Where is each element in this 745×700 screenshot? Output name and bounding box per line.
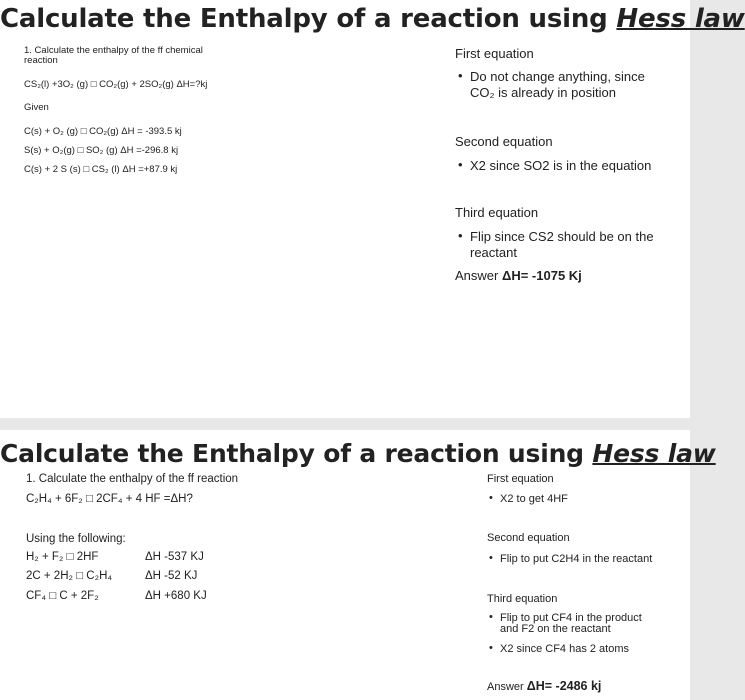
first-equation-heading: First equation (455, 46, 534, 61)
bullet-icon: • (489, 611, 493, 623)
title-text: Calculate the Enthalpy of a reaction using (0, 439, 584, 468)
reaction-2-equation: 2C + 2H₂ □ C₂H₄ (26, 570, 113, 582)
bullet-icon: • (489, 492, 493, 504)
third-equation-heading: Third equation (487, 593, 558, 605)
second-equation-heading: Second equation (455, 134, 553, 149)
third-equation-note-2: and F2 on the reactant (500, 623, 611, 635)
given-reaction-2: S(s) + O₂(g) □ SO₂ (g) ΔH =-296.8 kj (24, 145, 179, 156)
third-equation-heading: Third equation (455, 205, 539, 220)
slide-2-title (0, 439, 716, 468)
answer-label: Answer (455, 268, 499, 283)
first-equation-note: X2 to get 4HF (500, 493, 568, 505)
answer-value: ΔH= -1075 Kj (501, 268, 582, 283)
title-hess-law: Hess law (592, 439, 716, 468)
reaction-1-enthalpy: ΔH -537 KJ (145, 551, 204, 563)
first-equation-note-1: Do not change anything, since (470, 69, 645, 84)
answer-label: Answer (487, 681, 524, 693)
reaction-2-enthalpy: ΔH -52 KJ (145, 570, 198, 582)
bullet-icon: • (489, 552, 493, 564)
reaction-3-equation: CF₄ □ C + 2F₂ (26, 590, 99, 602)
reaction-3-enthalpy: ΔH +680 KJ (145, 590, 207, 602)
bullet-icon: • (489, 642, 493, 654)
bullet-icon: • (458, 68, 463, 83)
reaction-1-equation: H₂ + F₂ □ 2HF (26, 551, 99, 563)
title-text: Calculate the Enthalpy of a reaction using (0, 4, 608, 34)
slide-1-title (0, 4, 745, 34)
target-reaction: C₂H₄ + 6F₂ □ 2CF₄ + 4 HF =ΔH? (26, 493, 193, 505)
target-reaction: CS₂(l) +3O₂ (g) □ CO₂(g) + 2SO₂(g) ΔH=?kj (24, 79, 208, 90)
answer-value: ΔH= -2486 kj (526, 679, 602, 693)
bullet-icon: • (458, 228, 463, 243)
question-line-2: reaction (24, 55, 58, 66)
third-equation-note-1: Flip to put CF4 in the product (500, 612, 642, 624)
second-equation-note: X2 since SO2 is in the equation (470, 158, 652, 173)
given-reaction-3: C(s) + 2 S (s) □ CS₂ (l) ΔH =+87.9 kj (24, 164, 178, 175)
answer-line (455, 268, 582, 283)
third-equation-note-2: reactant (470, 245, 517, 260)
using-label: Using the following: (26, 533, 126, 545)
second-equation-heading: Second equation (487, 532, 570, 544)
second-equation-note: Flip to put C2H4 in the reactant (500, 553, 653, 565)
question-line-1: 1. Calculate the enthalpy of the ff chemical (24, 45, 203, 56)
given-label: Given (24, 102, 49, 113)
given-reaction-1: C(s) + O₂ (g) □ CO₂(g) ΔH = -393.5 kj (24, 126, 182, 137)
first-equation-heading: First equation (487, 473, 554, 485)
title-hess-law: Hess law (616, 4, 745, 34)
bullet-icon: • (458, 157, 463, 172)
slide-2 (0, 430, 716, 700)
third-equation-note-1: Flip since CS2 should be on the (470, 229, 654, 244)
answer-line (487, 680, 601, 694)
third-equation-note-3: X2 since CF4 has 2 atoms (500, 643, 630, 655)
first-equation-note-2: CO₂ is already in position (470, 85, 616, 100)
question: 1. Calculate the enthalpy of the ff reaction (26, 473, 239, 485)
